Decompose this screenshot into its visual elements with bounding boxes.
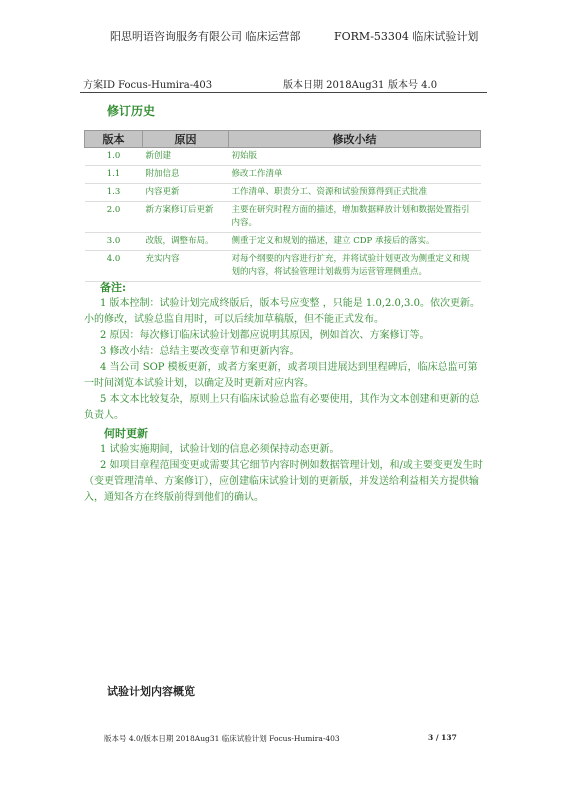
cell-version: 4.0 xyxy=(85,251,143,282)
update-item: 2 如项目章程范围变更或需要其它细节内容时例如数据管理计划，和/或主要变更发生时（变更管理清单、方案修订），应创建临床试验计划的更新版，并发送给利益相关方提供输入，通知各方在终版前得到他们的确认。 xyxy=(84,460,483,503)
column-header-summary: 修改小结 xyxy=(229,131,481,148)
version-number: 版本号 4.0 xyxy=(388,80,438,91)
note-item: 5 本文本比较复杂，原则上只有临床试验总监有必要使用，其作为文本创建和更新的总负责人。 xyxy=(84,394,480,421)
cell-reason: 新创建 xyxy=(143,148,229,166)
column-header-version: 版本 xyxy=(85,131,143,148)
cell-summary: 侧重于定义和规划的描述，建立 CDP 承接后的落实。 xyxy=(229,233,481,251)
column-header-reason: 原因 xyxy=(143,131,229,148)
cell-version: 1.3 xyxy=(85,184,143,202)
note-item: 4 当公司 SOP 模板更新，或者方案更新，或者项目进展达到里程碑后，临床总监可第一时间浏览本试验计划，以确定及时更新对应内容。 xyxy=(84,362,478,389)
cell-version: 2.0 xyxy=(85,202,143,233)
header-company xyxy=(110,28,479,44)
page-footer xyxy=(104,733,457,744)
note-item: 2 原因：每次修订临床试验计划都应说明其原因，例如首次、方案修订等。 xyxy=(100,330,430,341)
company-name: 阳思明语咨询服务有限公司 临床运营部 xyxy=(110,30,301,43)
cell-version: 1.1 xyxy=(85,166,143,184)
table-header-row xyxy=(85,131,481,148)
update-item: 1 试验实施期间，试验计划的信息必须保持动态更新。 xyxy=(100,444,340,455)
when-update-title: 何时更新 xyxy=(104,427,148,440)
table-row xyxy=(85,184,481,202)
cell-reason: 充实内容 xyxy=(143,251,229,282)
cell-summary: 工作清单、职责分工、资源和试验预算得到正式批准 xyxy=(229,184,481,202)
cell-summary: 主要在研究时程方面的描述，增加数据释放计划和数据处置指引内容。 xyxy=(229,202,481,233)
note-item: 1 版本控制：试验计划完成终版后，版本号应变整 ，只能是 1.0,2.0,3.0。依次更新。小的修改，试验总监自用时，可以后续加草稿版，但不能正式发布。 xyxy=(84,298,480,325)
cell-version: 1.0 xyxy=(85,148,143,166)
table-row xyxy=(85,202,481,233)
header-divider xyxy=(80,92,487,93)
notes-title: 备注: xyxy=(100,281,127,294)
note-item: 3 修改小结：总结主要改变章节和更新内容。 xyxy=(100,346,300,357)
cell-summary: 初始版 xyxy=(229,148,481,166)
protocol-id: 方案ID Focus-Humira-403 xyxy=(83,80,213,91)
form-title: FORM-53304 临床试验计划 xyxy=(334,30,479,43)
revision-table xyxy=(84,130,481,282)
section-heading-overview: 试验计划内容概览 xyxy=(107,685,195,698)
notes-section xyxy=(84,280,484,506)
cell-reason: 改版，调整布局。 xyxy=(143,233,229,251)
version-date: 版本日期 2018Aug31 xyxy=(283,80,385,91)
cell-summary: 修改工作清单 xyxy=(229,166,481,184)
cell-version: 3.0 xyxy=(85,233,143,251)
table-row xyxy=(85,148,481,166)
page-number: 3 / 137 xyxy=(428,733,457,742)
cell-reason: 附加信息 xyxy=(143,166,229,184)
table-row xyxy=(85,233,481,251)
table-row xyxy=(85,251,481,282)
footer-text: 版本号 4.0/版本日期 2018Aug31 临床试验计划 Focus-Humira-403 xyxy=(104,734,340,743)
revision-history-title: 修订历史 xyxy=(107,104,156,118)
cell-reason: 内容更新 xyxy=(143,184,229,202)
cell-summary: 对每个纲要的内容进行扩充，并将试验计划更改为侧重定义和规划的内容，将试验管理计划裁剪为运营管理侧重点。 xyxy=(229,251,481,282)
table-row xyxy=(85,166,481,184)
cell-reason: 新方案修订后更新 xyxy=(143,202,229,233)
